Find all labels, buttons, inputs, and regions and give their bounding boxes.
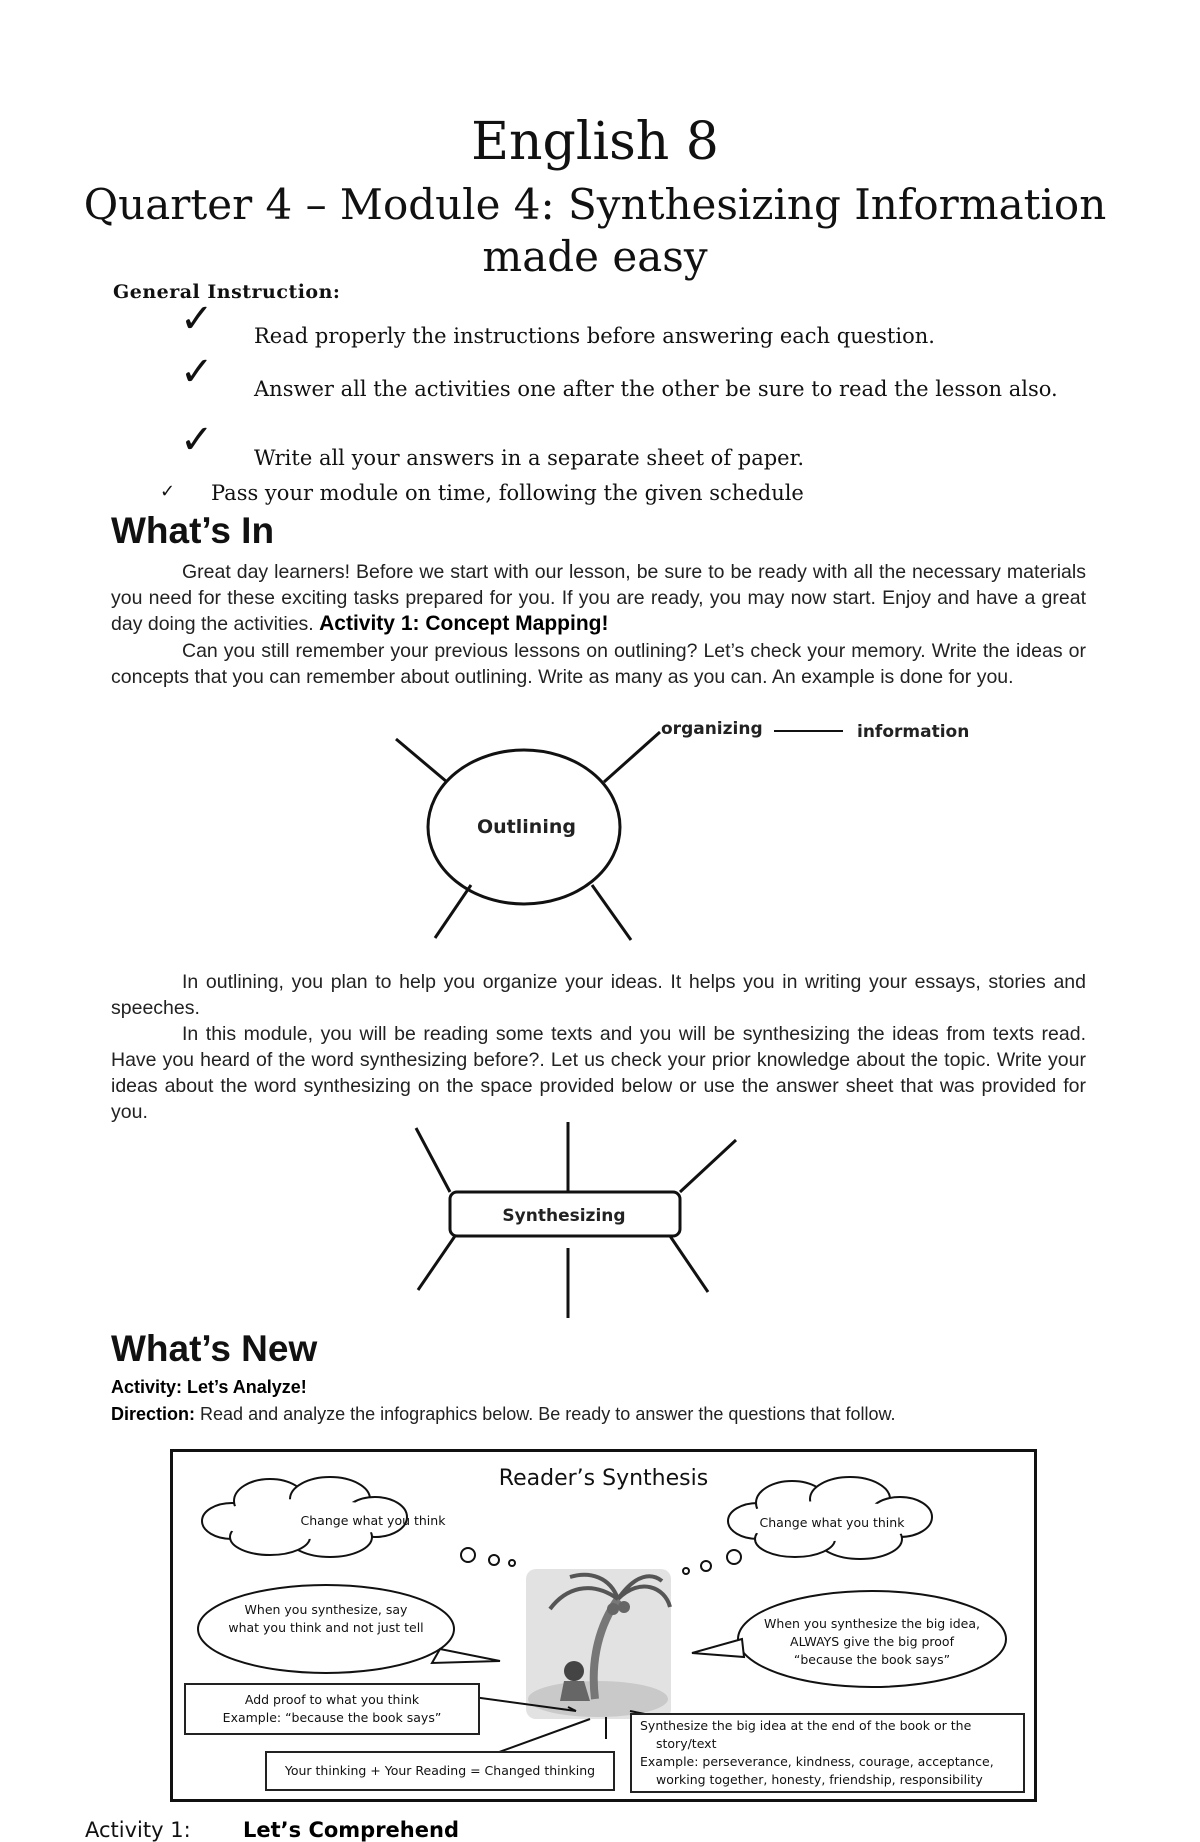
instruction-item: Answer all the activities one after the other be sure to read the lesson also. — [254, 377, 1058, 401]
oval-left-line: When you synthesize, say — [244, 1602, 408, 1617]
outlining-paragraph: In outlining, you plan to help you organize your ideas. It helps you in writing your essays, stories and speeches. — [111, 971, 1086, 1019]
direction-text: Read and analyze the infographics below. Be ready to answer the questions that follow. — [200, 1404, 896, 1424]
synthesizing-paragraph: In this module, you will be reading some texts and you will be synthesizing the ideas from texts read. Have you heard of the word synthesizing before?. Let us check your prior knowledge about the topic. Write your ideas about the word synthesizing on the space provided below or use the answer sheet that was provided for you. — [111, 1023, 1086, 1123]
big-idea-box — [630, 1713, 1025, 1793]
check-icon: ✓ — [180, 349, 214, 395]
check-icon: ✓ — [180, 417, 214, 463]
proof-box — [184, 1683, 480, 1735]
big-idea-line: working together, honesty, friendship, responsibility — [656, 1772, 983, 1787]
module-title: Quarter 4 – Module 4: Synthesizing Information — [83, 180, 1107, 229]
outlining-concept-map — [380, 710, 1000, 950]
example-information: information — [857, 722, 970, 742]
big-idea-line: Example: perseverance, kindness, courage, acceptance, — [640, 1754, 994, 1769]
proof-box-line: Example: “because the book says” — [222, 1710, 442, 1725]
oval-left-line: what you think and not just tell — [228, 1620, 424, 1635]
page-title: English 8 — [471, 112, 719, 172]
proof-box-line: Add proof to what you think — [244, 1692, 420, 1707]
example-organizing: organizing — [661, 719, 763, 739]
next-activity-label: Activity 1: — [85, 1818, 191, 1842]
section-heading: What’s New — [111, 1328, 318, 1369]
infographic-title: Reader’s Synthesis — [498, 1466, 709, 1491]
module-title-cont: made easy — [482, 232, 708, 281]
island-illustration — [526, 1569, 671, 1719]
direction-label: Direction: — [111, 1404, 196, 1424]
concept-paragraph: Can you still remember your previous lessons on outlining? Let’s check your memory. Write the ideas or concepts that you can remember about outlining. Write as many as you can. An example is done for you. — [111, 640, 1086, 688]
big-idea-line: story/text — [656, 1736, 717, 1751]
outlining-label: Outlining — [477, 816, 576, 838]
section-heading: What’s In — [111, 510, 275, 551]
direction-line — [111, 1404, 895, 1425]
cloud-right-text: Change what you think — [759, 1515, 905, 1530]
next-activity-title: Let’s Comprehend — [243, 1818, 459, 1842]
oval-right-line: ALWAYS give the big proof — [790, 1634, 954, 1649]
check-icon: ✓ — [180, 296, 214, 342]
intro-text: Great day learners! Before we start with our lesson, be sure to be ready with all the necessary materials you need for these exciting tasks prepared for you. If you are ready, you may now start. Enjoy and have a great day doing the activities. — [111, 561, 1086, 635]
instruction-item: Pass your module on time, following the given schedule — [211, 481, 804, 505]
oval-right-line: “because the book says” — [793, 1652, 951, 1667]
oval-right-text — [736, 1615, 1008, 1669]
activity-title: Activity 1: Concept Mapping! — [319, 612, 609, 635]
oval-right-line: When you synthesize the big idea, — [764, 1616, 980, 1631]
big-idea-line: Synthesize the big idea at the end of the book or the — [640, 1718, 972, 1733]
formula-box: Your thinking + Your Reading = Changed thinking — [265, 1751, 615, 1791]
synthesizing-label: Synthesizing — [502, 1206, 626, 1226]
instruction-item: Write all your answers in a separate sheet of paper. — [254, 446, 805, 470]
check-icon: ✓ — [160, 481, 176, 502]
instruction-item: Read properly the instructions before answering each question. — [254, 324, 935, 348]
oval-left-text — [221, 1601, 431, 1637]
cloud-left-text: Change what you think — [300, 1513, 446, 1528]
intro-paragraph — [111, 559, 1086, 637]
activity-label: Activity: Let’s Analyze! — [111, 1377, 307, 1397]
general-instruction-label: General Instruction: — [113, 281, 341, 303]
